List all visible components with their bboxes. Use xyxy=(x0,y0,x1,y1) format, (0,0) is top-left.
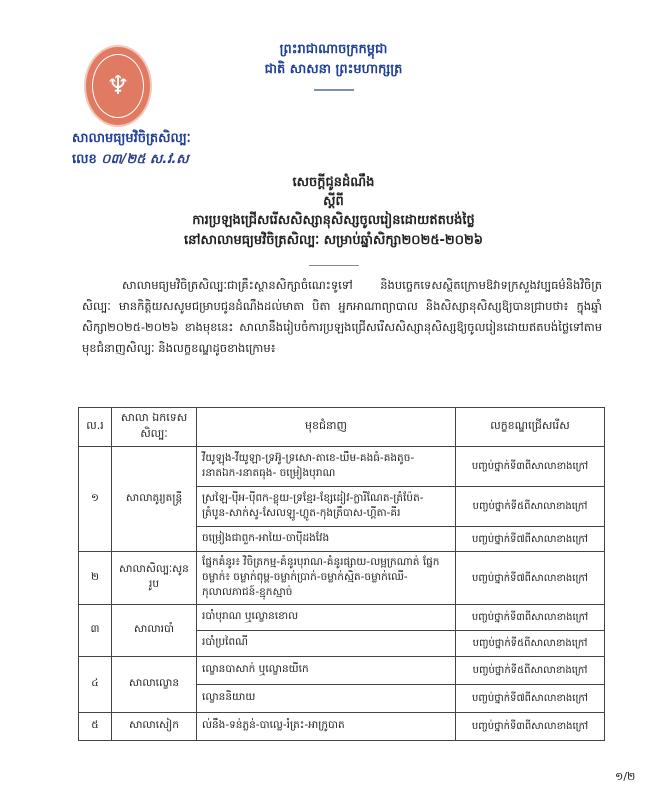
row-skill: ល្ខោនបាសាក់ ឬល្ខោនយីកេ xyxy=(197,657,456,685)
row-criteria: បញ្ចប់ថ្នាក់ទី៥ពីសាលាខាងក្រៅ xyxy=(456,487,605,527)
row-no: ២ xyxy=(79,552,112,605)
school-name: សាលាមធ្យមវិចិត្រសិល្បៈ xyxy=(72,131,191,146)
table-row xyxy=(79,605,605,631)
motto-heading: ជាតិ សាសនា ព្រះមហាក្សត្រ xyxy=(264,62,403,77)
row-school: សាលាសៀក xyxy=(112,713,197,741)
row-skill: ស្រឡៃ-ប៉ីអ-ប៉ីពក-ខ្លុយ-ទ្រខ្មែរ-ខ្សែដៀវ-ក្លារីណែត-ត្រំប៉ែត-ត្រំបូន-សាក់សូ-សែលឡូ-ហ្លូត-កុងត្រឹបាស-ហ្គីតា-គីរ xyxy=(197,487,456,527)
row-no: ១ xyxy=(79,447,112,552)
row-criteria: បញ្ចប់ថ្នាក់ទី៥ពីសាលាខាងក្រៅ xyxy=(456,631,605,657)
row-criteria: បញ្ចប់ថ្នាក់ទី៣ពីសាលាខាងក្រៅ xyxy=(456,605,605,631)
reference-value: ០៣/២៥ ស.វ.ស xyxy=(101,152,189,167)
selection-table xyxy=(78,407,605,741)
row-skill: ល់នឹង-ទន់ភ្លន់-បាល្លេ-រំត្រះ-អាក្រូបាត xyxy=(197,713,456,741)
row-no: ៣ xyxy=(79,605,112,657)
row-school: សាលាល្ខោន xyxy=(112,657,197,713)
row-criteria: បញ្ចប់ថ្នាក់ទី៧ពីសាលាខាងក្រៅ xyxy=(456,527,605,552)
notice-subject-year: នៅសាលាមធ្យមវិចិត្រសិល្បៈ សម្រាប់ឆ្នាំសិក្សា២០២៥-២០២៦ xyxy=(183,233,484,248)
row-skill: ល្ខោននិយាយ xyxy=(197,685,456,713)
row-skill: វីយូឡុង-វីយូឡា-ទ្រអ៊ូ-ទ្រសោ-តាខេ-ឃឹម-គងធំ-គងតូច-រនាតឯក-រនាតធុង- ចម្រៀងបុរាណ xyxy=(197,447,456,487)
table-row xyxy=(79,657,605,685)
row-criteria: បញ្ចប់ថ្នាក់ទី៧ពីសាលាខាងក្រៅ xyxy=(456,552,605,605)
ornament-divider xyxy=(0,265,667,266)
header-criteria: លក្ខខណ្ឌជ្រើសរើស xyxy=(456,408,605,447)
row-criteria: បញ្ចប់ថ្នាក់ទី៣ពីសាលាខាងក្រៅ xyxy=(456,713,605,741)
row-skill: របាំបុរាណ ឬល្ខោនខោល xyxy=(197,605,456,631)
table-header-row xyxy=(79,408,605,447)
school-seal-logo: ♆ xyxy=(84,45,152,127)
table-row xyxy=(79,713,605,741)
table-row xyxy=(79,552,605,605)
row-skill: ផ្នែកគំនូរ៖ វិចិត្រកម្ម-គំនូរបុរាណ-គំនូរផ្សាយ-លម្អក្រណាត់ ផ្នែកចម្លាក់៖ ចម្លាក់ពុម្ព-ចម្លាក់ប្រាក់-ចម្លាក់ស្មិត-ចម្លាក់ឈើ-កុលាលភាជន៍-ខ្មុកស្មាច់ xyxy=(197,552,456,605)
notice-body: សាលាមធ្យមវិចិត្រសិល្បៈជាគ្រឹះស្ថានសិក្សាចំណេះទូទៅ និងបច្ចេកទេសស្ថិតក្រោមឱវាទក្រសួងវប្បធម៌និងវិចិត្រសិល្បៈ មានកិត្តិយសសូមជម្រាបជូនដំណឹងដល់មាតា បិតា អ្នកអាណាព្យាបាល និងសិស្សានុសិស្សឱ្យបានជ្រាបថា៖ ក្នុងឆ្នាំសិក្សា២០២៥-២០២៦ ខាងមុខនេះ សាលានឹងរៀបចំការប្រឡងជ្រើសរើសសិស្សានុសិស្សឱ្យចូលរៀនដោយឥតបង់ថ្លៃទៅតាមមុខជំនាញសិល្បៈ និងលក្ខខណ្ឌដូចខាងក្រោម៖ xyxy=(82,278,602,355)
header-school: សាលា ឯកទេសសិល្បៈ xyxy=(112,408,197,447)
row-no: ៥ xyxy=(79,713,112,741)
reference-number xyxy=(72,151,189,169)
reference-label: លេខ xyxy=(72,152,97,167)
kingdom-heading: ព្រះរាជាណាចក្រកម្ពុជា xyxy=(279,42,388,57)
notice-about: ស្តីពី xyxy=(323,194,344,209)
row-criteria: បញ្ចប់ថ្នាក់ទី៧ពីសាលាខាងក្រៅ xyxy=(456,685,605,713)
row-school: សាលាតូរ្យតន្ត្រី xyxy=(112,447,197,552)
table-row xyxy=(79,447,605,487)
page-number: ១/២ xyxy=(615,770,636,783)
row-skill: របាំប្រពៃណី xyxy=(197,631,456,657)
row-no: ៤ xyxy=(79,657,112,713)
row-school: សាលាសិល្បៈសូនរូប xyxy=(112,552,197,605)
notice-subject: ការប្រឡងជ្រើសរើសសិស្សានុសិស្សចូលរៀនដោយឥតបង់ថ្លៃ xyxy=(192,213,475,228)
row-skill: ចម្រៀងជាពួក-អាយៃ-ចាប៉ីដងវែង xyxy=(197,527,456,552)
row-criteria: បញ្ចប់ថ្នាក់ទី៥ពីសាលាខាងក្រៅ xyxy=(456,657,605,685)
notice-title: សេចក្តីជូនដំណឹង xyxy=(292,175,375,190)
ornament-divider xyxy=(0,89,667,91)
row-school: សាលារបាំ xyxy=(112,605,197,657)
row-criteria: បញ្ចប់ថ្នាក់ទី៣ពីសាលាខាងក្រៅ xyxy=(456,447,605,487)
header-skill: មុខជំនាញ xyxy=(197,408,456,447)
header-no: ល.រ xyxy=(79,408,112,447)
